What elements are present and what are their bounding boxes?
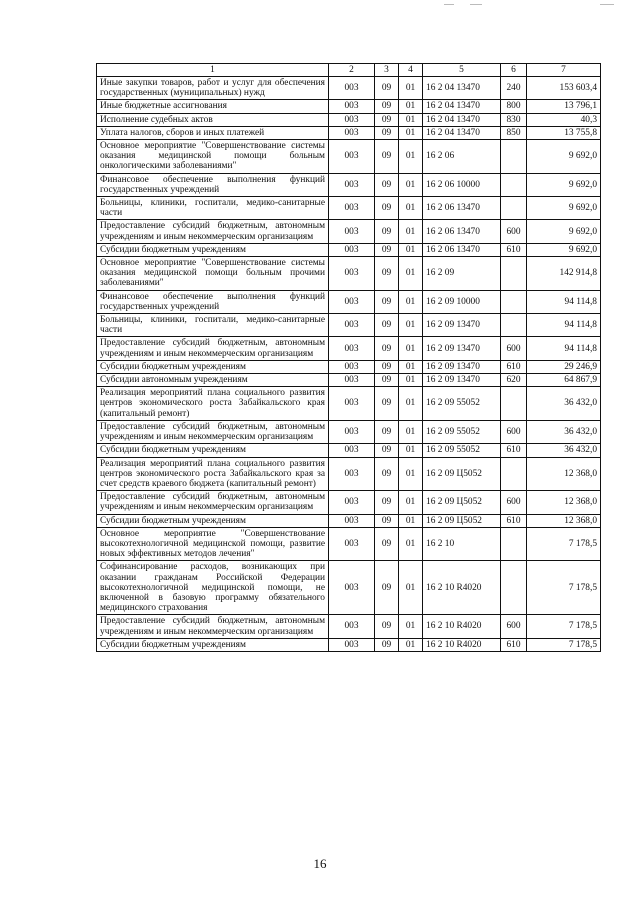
subsection-code: 01 bbox=[399, 420, 423, 443]
amount: 94 114,8 bbox=[527, 314, 601, 337]
subsection-code: 01 bbox=[399, 374, 423, 387]
row-description: Субсидии бюджетным учреждениям bbox=[97, 444, 329, 457]
section-code: 09 bbox=[375, 113, 399, 126]
amount: 142 914,8 bbox=[527, 257, 601, 291]
subsection-code: 01 bbox=[399, 220, 423, 243]
expense-type bbox=[501, 387, 527, 421]
table-row bbox=[97, 173, 601, 196]
subsection-code: 01 bbox=[399, 77, 423, 100]
subsection-code: 01 bbox=[399, 514, 423, 527]
expense-type: 240 bbox=[501, 77, 527, 100]
target-article: 16 2 10 R4020 bbox=[423, 561, 501, 615]
expense-type: 600 bbox=[501, 220, 527, 243]
target-article: 16 2 09 13470 bbox=[423, 360, 501, 373]
target-article: 16 2 10 bbox=[423, 527, 501, 561]
subsection-code: 01 bbox=[399, 491, 423, 514]
target-article: 16 2 04 13470 bbox=[423, 100, 501, 113]
amount: 9 692,0 bbox=[527, 243, 601, 256]
section-code: 09 bbox=[375, 561, 399, 615]
row-description: Субсидии бюджетным учреждениям bbox=[97, 638, 329, 651]
amount: 153 603,4 bbox=[527, 77, 601, 100]
row-description: Больницы, клиники, госпитали, медико-санитарные части bbox=[97, 314, 329, 337]
amount: 13 755,8 bbox=[527, 126, 601, 139]
table-row bbox=[97, 387, 601, 421]
expense-type bbox=[501, 561, 527, 615]
section-code: 09 bbox=[375, 374, 399, 387]
header-cell: 7 bbox=[527, 64, 601, 77]
amount: 94 114,8 bbox=[527, 337, 601, 360]
table-row bbox=[97, 113, 601, 126]
section-code: 09 bbox=[375, 257, 399, 291]
section-code: 09 bbox=[375, 457, 399, 491]
section-code: 09 bbox=[375, 243, 399, 256]
expense-type bbox=[501, 527, 527, 561]
amount: 12 368,0 bbox=[527, 457, 601, 491]
subsection-code: 01 bbox=[399, 197, 423, 220]
section-code: 09 bbox=[375, 387, 399, 421]
row-description: Иные бюджетные ассигнования bbox=[97, 100, 329, 113]
subsection-code: 01 bbox=[399, 638, 423, 651]
expense-type: 620 bbox=[501, 374, 527, 387]
amount: 9 692,0 bbox=[527, 197, 601, 220]
ministry-code: 003 bbox=[329, 514, 375, 527]
row-description: Реализация мероприятий плана социального развития центров экономического роста Забайкальского края за счет средств краевого бюджета (капитальный ремонт) bbox=[97, 457, 329, 491]
ministry-code: 003 bbox=[329, 420, 375, 443]
section-code: 09 bbox=[375, 290, 399, 313]
amount: 9 692,0 bbox=[527, 220, 601, 243]
top-mark bbox=[444, 4, 454, 5]
table-row bbox=[97, 491, 601, 514]
expense-type bbox=[501, 290, 527, 313]
subsection-code: 01 bbox=[399, 257, 423, 291]
section-code: 09 bbox=[375, 360, 399, 373]
table-row bbox=[97, 126, 601, 139]
ministry-code: 003 bbox=[329, 220, 375, 243]
row-description: Больницы, клиники, госпитали, медико-санитарные части bbox=[97, 197, 329, 220]
amount: 36 432,0 bbox=[527, 420, 601, 443]
ministry-code: 003 bbox=[329, 561, 375, 615]
header-cell: 1 bbox=[97, 64, 329, 77]
ministry-code: 003 bbox=[329, 77, 375, 100]
section-code: 09 bbox=[375, 420, 399, 443]
ministry-code: 003 bbox=[329, 444, 375, 457]
target-article: 16 2 04 13470 bbox=[423, 113, 501, 126]
row-description: Софинансирование расходов, возникающих при оказании гражданам Российской Федерации высокотехнологичной медицинской помощи, не включенной в базовую программу обязательного медицинского страхования bbox=[97, 561, 329, 615]
expense-type bbox=[501, 257, 527, 291]
expense-type: 610 bbox=[501, 444, 527, 457]
section-code: 09 bbox=[375, 100, 399, 113]
table-row bbox=[97, 561, 601, 615]
target-article: 16 2 10 R4020 bbox=[423, 615, 501, 638]
subsection-code: 01 bbox=[399, 140, 423, 174]
row-description: Предоставление субсидий бюджетным, автономным учреждениям и иным некоммерческим организациям bbox=[97, 420, 329, 443]
subsection-code: 01 bbox=[399, 100, 423, 113]
table-row bbox=[97, 360, 601, 373]
amount: 9 692,0 bbox=[527, 173, 601, 196]
row-description: Финансовое обеспечение выполнения функций государственных учреждений bbox=[97, 173, 329, 196]
table-row bbox=[97, 77, 601, 100]
expense-type: 600 bbox=[501, 615, 527, 638]
table-row bbox=[97, 243, 601, 256]
amount: 7 178,5 bbox=[527, 527, 601, 561]
expense-type bbox=[501, 140, 527, 174]
expense-type: 800 bbox=[501, 100, 527, 113]
table-row bbox=[97, 374, 601, 387]
ministry-code: 003 bbox=[329, 360, 375, 373]
ministry-code: 003 bbox=[329, 337, 375, 360]
section-code: 09 bbox=[375, 173, 399, 196]
target-article: 16 2 10 R4020 bbox=[423, 638, 501, 651]
table-row bbox=[97, 100, 601, 113]
subsection-code: 01 bbox=[399, 173, 423, 196]
header-cell: 3 bbox=[375, 64, 399, 77]
section-code: 09 bbox=[375, 527, 399, 561]
section-code: 09 bbox=[375, 197, 399, 220]
ministry-code: 003 bbox=[329, 173, 375, 196]
amount: 12 368,0 bbox=[527, 491, 601, 514]
amount: 94 114,8 bbox=[527, 290, 601, 313]
subsection-code: 01 bbox=[399, 457, 423, 491]
header-cell: 5 bbox=[423, 64, 501, 77]
section-code: 09 bbox=[375, 514, 399, 527]
row-description: Субсидии бюджетным учреждениям bbox=[97, 360, 329, 373]
expense-type: 830 bbox=[501, 113, 527, 126]
amount: 64 867,9 bbox=[527, 374, 601, 387]
table-row bbox=[97, 514, 601, 527]
budget-table bbox=[96, 63, 601, 652]
section-code: 09 bbox=[375, 491, 399, 514]
section-code: 09 bbox=[375, 444, 399, 457]
row-description: Предоставление субсидий бюджетным, автономным учреждениям и иным некоммерческим организациям bbox=[97, 615, 329, 638]
target-article: 16 2 04 13470 bbox=[423, 77, 501, 100]
section-code: 09 bbox=[375, 337, 399, 360]
expense-type bbox=[501, 173, 527, 196]
subsection-code: 01 bbox=[399, 113, 423, 126]
target-article: 16 2 09 55052 bbox=[423, 420, 501, 443]
page-number: 16 bbox=[313, 856, 327, 871]
ministry-code: 003 bbox=[329, 527, 375, 561]
row-description: Иные закупки товаров, работ и услуг для обеспечения государственных (муниципальных) нужд bbox=[97, 77, 329, 100]
subsection-code: 01 bbox=[399, 337, 423, 360]
row-description: Финансовое обеспечение выполнения функций государственных учреждений bbox=[97, 290, 329, 313]
expense-type: 600 bbox=[501, 337, 527, 360]
header-row bbox=[97, 64, 601, 77]
ministry-code: 003 bbox=[329, 126, 375, 139]
ministry-code: 003 bbox=[329, 615, 375, 638]
ministry-code: 003 bbox=[329, 638, 375, 651]
section-code: 09 bbox=[375, 638, 399, 651]
target-article: 16 2 09 Ц5052 bbox=[423, 457, 501, 491]
ministry-code: 003 bbox=[329, 387, 375, 421]
subsection-code: 01 bbox=[399, 444, 423, 457]
header-cell: 2 bbox=[329, 64, 375, 77]
amount: 36 432,0 bbox=[527, 444, 601, 457]
ministry-code: 003 bbox=[329, 243, 375, 256]
expense-type bbox=[501, 197, 527, 220]
subsection-code: 01 bbox=[399, 527, 423, 561]
section-code: 09 bbox=[375, 220, 399, 243]
target-article: 16 2 06 bbox=[423, 140, 501, 174]
expense-type bbox=[501, 314, 527, 337]
table-row bbox=[97, 314, 601, 337]
amount: 29 246,9 bbox=[527, 360, 601, 373]
header-cell: 6 bbox=[501, 64, 527, 77]
ministry-code: 003 bbox=[329, 491, 375, 514]
target-article: 16 2 09 bbox=[423, 257, 501, 291]
amount: 7 178,5 bbox=[527, 638, 601, 651]
expense-type: 600 bbox=[501, 491, 527, 514]
target-article: 16 2 09 Ц5052 bbox=[423, 491, 501, 514]
target-article: 16 2 06 13470 bbox=[423, 243, 501, 256]
table-row bbox=[97, 220, 601, 243]
subsection-code: 01 bbox=[399, 314, 423, 337]
ministry-code: 003 bbox=[329, 374, 375, 387]
table-row bbox=[97, 290, 601, 313]
row-description: Уплата налогов, сборов и иных платежей bbox=[97, 126, 329, 139]
ministry-code: 003 bbox=[329, 100, 375, 113]
target-article: 16 2 06 13470 bbox=[423, 197, 501, 220]
subsection-code: 01 bbox=[399, 243, 423, 256]
table-row bbox=[97, 527, 601, 561]
expense-type: 850 bbox=[501, 126, 527, 139]
target-article: 16 2 09 13470 bbox=[423, 337, 501, 360]
top-mark bbox=[470, 4, 482, 5]
subsection-code: 01 bbox=[399, 387, 423, 421]
target-article: 16 2 09 13470 bbox=[423, 314, 501, 337]
ministry-code: 003 bbox=[329, 257, 375, 291]
amount: 9 692,0 bbox=[527, 140, 601, 174]
expense-type: 610 bbox=[501, 360, 527, 373]
row-description: Субсидии автономным учреждениям bbox=[97, 374, 329, 387]
amount: 7 178,5 bbox=[527, 561, 601, 615]
row-description: Предоставление субсидий бюджетным, автономным учреждениям и иным некоммерческим организациям bbox=[97, 337, 329, 360]
target-article: 16 2 09 55052 bbox=[423, 444, 501, 457]
target-article: 16 2 09 10000 bbox=[423, 290, 501, 313]
ministry-code: 003 bbox=[329, 113, 375, 126]
subsection-code: 01 bbox=[399, 360, 423, 373]
amount: 12 368,0 bbox=[527, 514, 601, 527]
expense-type: 610 bbox=[501, 638, 527, 651]
section-code: 09 bbox=[375, 140, 399, 174]
row-description: Предоставление субсидий бюджетным, автономным учреждениям и иным некоммерческим организациям bbox=[97, 220, 329, 243]
target-article: 16 2 06 10000 bbox=[423, 173, 501, 196]
table-row bbox=[97, 615, 601, 638]
target-article: 16 2 09 55052 bbox=[423, 387, 501, 421]
row-description: Субсидии бюджетным учреждениям bbox=[97, 243, 329, 256]
table-row bbox=[97, 337, 601, 360]
table-row bbox=[97, 197, 601, 220]
table-row bbox=[97, 140, 601, 174]
expense-type: 600 bbox=[501, 420, 527, 443]
target-article: 16 2 06 13470 bbox=[423, 220, 501, 243]
table-row bbox=[97, 420, 601, 443]
row-description: Основное мероприятие "Совершенствование системы оказания медицинской помощи больным прочими заболеваниями" bbox=[97, 257, 329, 291]
expense-type bbox=[501, 457, 527, 491]
ministry-code: 003 bbox=[329, 140, 375, 174]
table-row bbox=[97, 457, 601, 491]
row-description: Исполнение судебных актов bbox=[97, 113, 329, 126]
row-description: Реализация мероприятий плана социального развития центров экономического роста Забайкальского края (капитальный ремонт) bbox=[97, 387, 329, 421]
amount: 40,3 bbox=[527, 113, 601, 126]
ministry-code: 003 bbox=[329, 457, 375, 491]
top-mark bbox=[600, 4, 614, 5]
subsection-code: 01 bbox=[399, 561, 423, 615]
section-code: 09 bbox=[375, 314, 399, 337]
table-row bbox=[97, 444, 601, 457]
subsection-code: 01 bbox=[399, 290, 423, 313]
expense-type: 610 bbox=[501, 243, 527, 256]
amount: 36 432,0 bbox=[527, 387, 601, 421]
amount: 13 796,1 bbox=[527, 100, 601, 113]
table-row bbox=[97, 638, 601, 651]
table-row bbox=[97, 257, 601, 291]
row-description: Предоставление субсидий бюджетным, автономным учреждениям и иным некоммерческим организациям bbox=[97, 491, 329, 514]
amount: 7 178,5 bbox=[527, 615, 601, 638]
subsection-code: 01 bbox=[399, 615, 423, 638]
ministry-code: 003 bbox=[329, 197, 375, 220]
row-description: Основное мероприятие "Совершенствование системы оказания медицинской помощи больным онкологическими заболеваниями" bbox=[97, 140, 329, 174]
section-code: 09 bbox=[375, 615, 399, 638]
target-article: 16 2 04 13470 bbox=[423, 126, 501, 139]
header-cell: 4 bbox=[399, 64, 423, 77]
row-description: Субсидии бюджетным учреждениям bbox=[97, 514, 329, 527]
section-code: 09 bbox=[375, 77, 399, 100]
target-article: 16 2 09 13470 bbox=[423, 374, 501, 387]
subsection-code: 01 bbox=[399, 126, 423, 139]
row-description: Основное мероприятие "Совершенствование высокотехнологичной медицинской помощи, развитие новых эффективных методов лечения" bbox=[97, 527, 329, 561]
section-code: 09 bbox=[375, 126, 399, 139]
target-article: 16 2 09 Ц5052 bbox=[423, 514, 501, 527]
ministry-code: 003 bbox=[329, 314, 375, 337]
expense-type: 610 bbox=[501, 514, 527, 527]
ministry-code: 003 bbox=[329, 290, 375, 313]
